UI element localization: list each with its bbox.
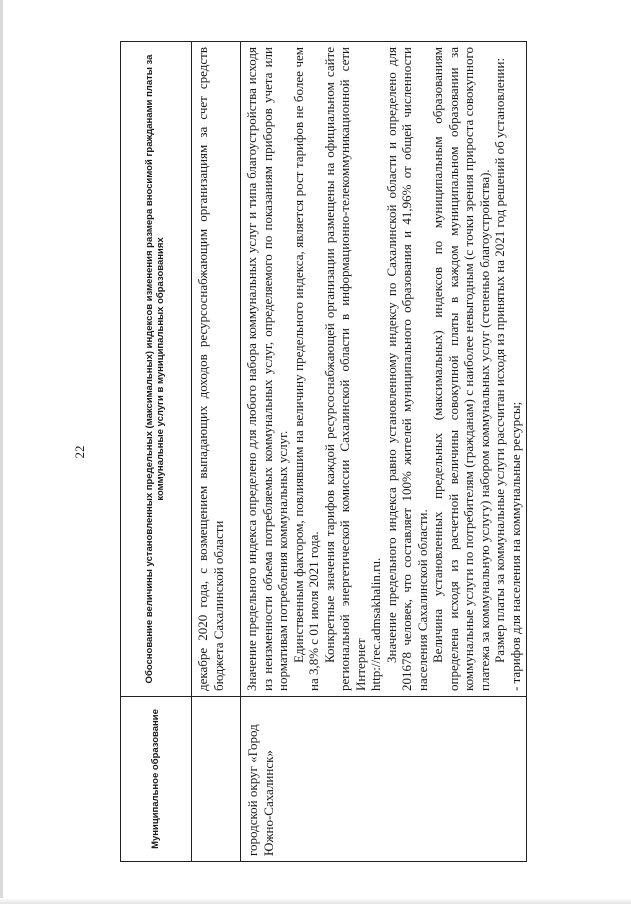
paragraph-only-factor: Единственным фактором, повлиявшим на величину предельного индекса, является рост тарифов не более чем на 3,8% с 01 июля 2021 года. bbox=[290, 47, 321, 691]
continuation-cell bbox=[192, 42, 241, 697]
table-header-row bbox=[121, 42, 192, 862]
scan-left-edge bbox=[0, 0, 3, 904]
paragraph-payment-size: Размер платы за коммунальные услуги рассчитан исходя из принятых на 2021 год решений об установлении: bbox=[492, 57, 507, 663]
municipality-cell: городской округ «Город Южно-Сахалинск» bbox=[241, 697, 527, 862]
justification-table bbox=[120, 41, 527, 862]
page-number: 22 bbox=[72, 445, 87, 459]
continuation-text: декабре 2020 года, с возмещением выпадающих доходов ресурсоснабжающим организациям за счет средств бюджета Сахалинской области bbox=[195, 47, 226, 691]
header-justification: Обоснование величины установленных предельных (максимальных) индексов изменения размера вносимой гражданами платы за коммунальные услуги в муниципальных образованиях bbox=[121, 42, 192, 697]
justification-cell bbox=[241, 42, 527, 697]
paragraph-population: Значение предельного индекса равно установленному индексу по Сахалинской области и определено для 201678 человек, что составляет 100% жителей муниципального образования и 41,96% от общей численности населения Сахалинской области. bbox=[383, 47, 430, 691]
table-row bbox=[241, 42, 527, 862]
paragraph-tariffs-bullet: - тарифов для населения на коммунальные ресурсы; bbox=[507, 401, 523, 691]
continuation-empty-cell bbox=[192, 697, 241, 862]
paragraph-index-value: Величина установленных предельных (максимальных) индексов по муниципальным образованиям определена исходя из расчетной величины совокупной платы в каждом муниципальном образовании за коммунальные услуги по потребителям (гражданам) с наиболее невыгодным (с точки зрения прироста совокупного платежа за коммунальную услугу) набором коммунальных услуг (степенью благоустройства). bbox=[430, 47, 492, 691]
rotated-page bbox=[66, 42, 586, 862]
paragraph-tariff-values: Конкретные значения тарифов каждой ресурсоснабжающей организации размещены на официальном сайте региональной энергетической комиссии Сахалинской области в информационно-телекоммуникационной сети Интернет bbox=[321, 47, 368, 691]
header-municipality: Муниципальное образование bbox=[121, 697, 192, 862]
scan-bottom-edge bbox=[0, 898, 631, 904]
paragraph-index-definition: Значение предельного индекса определено для любого набора коммунальных услуг и типа благоустройства исходя из неизменности объема потребляемых коммунальных услуг, определяемого по показаниям приборов учета или нормативам потребления коммунальных услуг. bbox=[244, 47, 290, 691]
rec-link[interactable]: http://rec.admsakhalin.ru. bbox=[368, 557, 383, 691]
continuation-row bbox=[192, 42, 241, 862]
